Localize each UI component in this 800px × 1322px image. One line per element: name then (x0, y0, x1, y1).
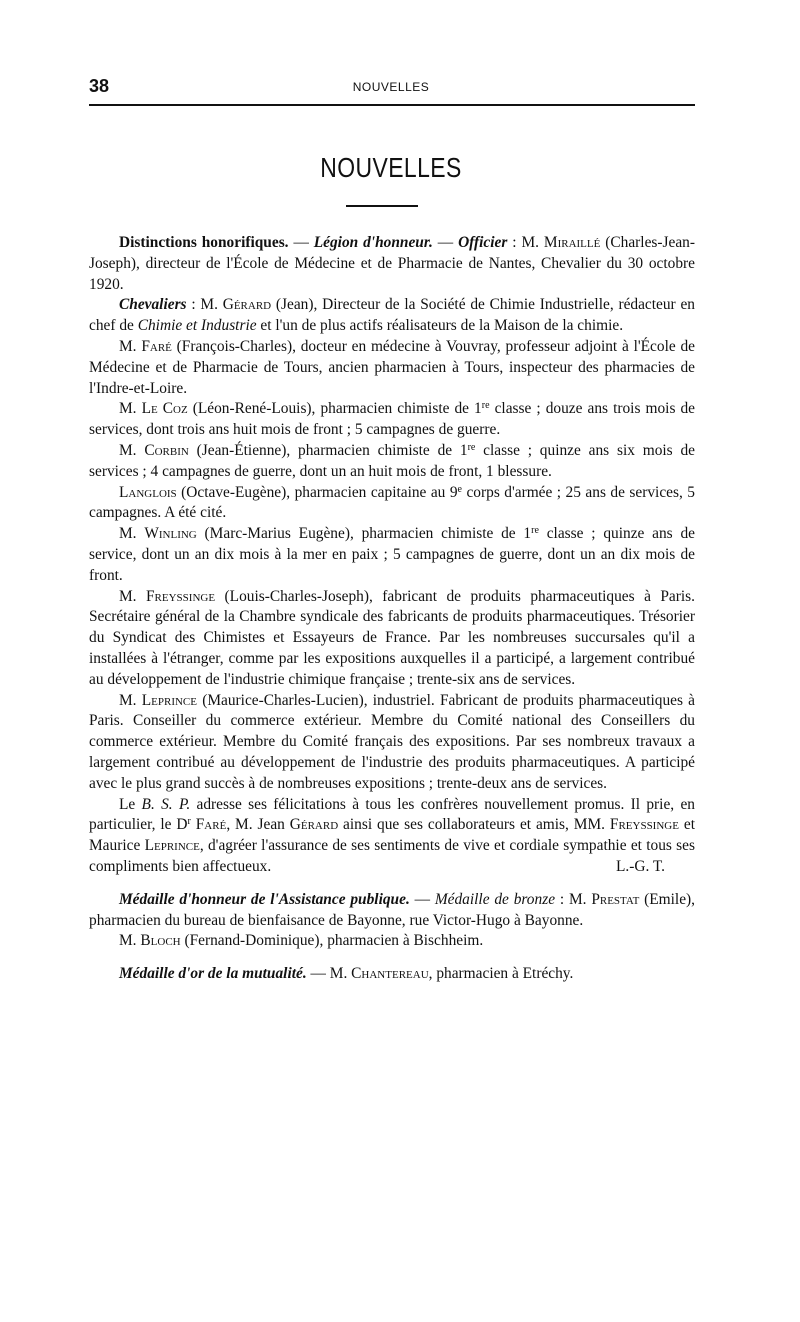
text: (François-Charles), docteur en médecine à Vouvray, professeur adjoint à l'École de Médecine et de Pharmacie de Tours, ancien pharmacien à Tours, inspecteur des pharmacies de l'Indre-et-Loire. (89, 337, 695, 397)
name-leprince: Leprince (144, 837, 200, 855)
text: : M. (555, 890, 592, 908)
name-lecoz: Le Coz (141, 400, 188, 418)
text: : M. (186, 296, 223, 314)
officier-label: Officier (458, 234, 508, 251)
name-fare: Faré (190, 816, 227, 834)
name-gerard: Gérard (222, 296, 272, 314)
separator: — (432, 234, 459, 251)
superscript: e (457, 483, 462, 495)
superscript: re (481, 400, 490, 412)
paragraph-langlois (89, 483, 695, 525)
text: (Charles-Jean-Joseph), directeur de l'École de Médecine et de Pharmacie de Nantes, Chevalier du 30 octobre 1920. (89, 234, 695, 293)
bsp-abbrev: B. S. P. (141, 795, 191, 813)
text: M. (119, 525, 145, 543)
name-bloch: Bloch (140, 932, 181, 950)
running-head: NOUVELLES (352, 80, 430, 94)
name-gerard: Gérard (289, 816, 339, 834)
page-title: NOUVELLES (320, 152, 462, 183)
paragraph-chevaliers (89, 295, 695, 337)
text: classe ; douze ans trois mois de services, dont trois ans huit mois de front ; 5 campagnes de guerre. (89, 400, 696, 439)
text: (Jean), Directeur de la Société de Chimie Industrielle, rédacteur en chef de (89, 296, 695, 335)
bronze-label: Médaille de bronze (434, 890, 556, 908)
name-winling: Winling (144, 525, 197, 543)
paragraph-corbin (89, 441, 695, 483)
signature: L.-G. T. (615, 857, 665, 875)
text: adresse ses félicitations à tous les confrères nouvellement promus. Il prie, en particulier, le D (89, 795, 695, 834)
paragraph-winling (89, 524, 695, 586)
name-chantereau: Chantereau (351, 965, 429, 983)
text: (Fernand-Dominique), pharmacien à Bischheim. (180, 932, 484, 950)
name-fare: Faré (141, 337, 172, 355)
name-freyssinge: Freyssinge (609, 816, 679, 834)
text: M. (119, 587, 146, 605)
legion-heading: Légion d'honneur. (313, 234, 433, 251)
text: , M. Jean (226, 816, 290, 834)
section-heading-distinctions: Distinctions honorifiques. (119, 234, 289, 251)
text: (Louis-Charles-Joseph), fabricant de produits pharmaceutiques à Paris. Secrétaire général de la Chambre syndicale des fabricants de produits pharmaceutiques. Trésorier du Syndicat des Chimistes et Essayeurs de France. Par les nombreuses succursales qu'il a installées à l'étranger, comme par les expositions auxquelles il a participé, a largement contribué au développement de l'industrie chimique française ; trente-six ans de services. (89, 587, 695, 688)
separator: — (288, 234, 314, 251)
text: ainsi que ses collaborateurs et amis, MM. (338, 816, 610, 834)
text: M. (119, 337, 142, 355)
chevaliers-label: Chevaliers (119, 296, 187, 314)
paragraph-assistance (89, 890, 695, 932)
paragraph-freyssinge (89, 587, 695, 691)
text: classe ; quinze ans de service, dont un an dix mois à la mer en paix ; 5 campagnes de guerre, dont un an dix mois de front. (89, 525, 695, 584)
page-number: 38 (89, 76, 110, 96)
text: (Emile), pharmacien du bureau de bienfaisance de Bayonne, rue Victor-Hugo à Bayonne. (89, 890, 696, 929)
text: M. (119, 400, 142, 418)
paragraph-leprince (89, 691, 695, 795)
text: M. (119, 441, 145, 459)
title-rule (346, 205, 418, 207)
text: et Maurice (89, 816, 695, 855)
section-heading-mutualite: Médaille d'or de la mutualité. (119, 965, 307, 983)
text: — M. (306, 965, 352, 983)
text: , d'agréer l'assurance de ses sentiments de vive et cordiale sympathie et tous ses compliments bien affectueux. (89, 837, 695, 875)
name-leprince: Leprince (141, 691, 197, 709)
paragraph-mutualite (89, 964, 695, 985)
text: M. (119, 932, 141, 950)
name-langlois: Langlois (119, 483, 177, 501)
text: classe ; quinze ans six mois de services ; 4 campagnes de guerre, dont un an huit mois de front, 1 blessure. (89, 441, 695, 480)
paragraph-fare (89, 337, 695, 399)
journal-title: Chimie et Industrie (137, 317, 257, 335)
paragraph-bsp (89, 795, 695, 878)
name-corbin: Corbin (144, 441, 189, 459)
text: (Marc-Marius Eugène), pharmacien chimiste de 1 (196, 525, 532, 543)
text: (Octave-Eugène), pharmacien capitaine au 9 (176, 483, 458, 501)
paragraph-bloch (89, 931, 695, 952)
text: (Jean-Étienne), pharmacien chimiste de 1 (188, 441, 468, 459)
separator: — (409, 890, 435, 908)
header-rule (89, 104, 695, 106)
paragraph-lecoz (89, 399, 695, 441)
name-freyssinge: Freyssinge (146, 587, 216, 605)
text: M. (119, 691, 142, 709)
text: Le (119, 795, 142, 813)
paragraph-officier (89, 233, 695, 295)
text: (Maurice-Charles-Lucien), industriel. Fabricant de produits pharmaceutiques à Paris. Conseiller du commerce extérieur. Membre du Comité national des Conseillers du commerce extérieur. Membre du Comité français des expositions. Par ses nombreux travaux a largement contribué au développement de l'industrie des produits pharmaceutiques. A participé avec le plus grand succès à de nombreuses expositions ; trente-deux ans de services. (89, 691, 695, 792)
text: et l'un de plus actifs réalisateurs de la Maison de la chimie. (256, 317, 624, 335)
text: corps d'armée ; 25 ans de services, 5 campagnes. A été cité. (89, 483, 695, 522)
superscript: re (467, 441, 476, 453)
text: : M. (507, 234, 544, 251)
superscript: re (531, 525, 539, 537)
article-body (89, 233, 695, 985)
text: (Léon-René-Louis), pharmacien chimiste de 1 (187, 400, 482, 418)
name-miraille: Miraillé (543, 234, 601, 251)
superscript: r (187, 816, 191, 828)
name-prestat: Prestat (591, 890, 640, 908)
text: , pharmacien à Etréchy. (428, 965, 574, 983)
section-heading-assistance: Médaille d'honneur de l'Assistance publique. (119, 890, 410, 908)
